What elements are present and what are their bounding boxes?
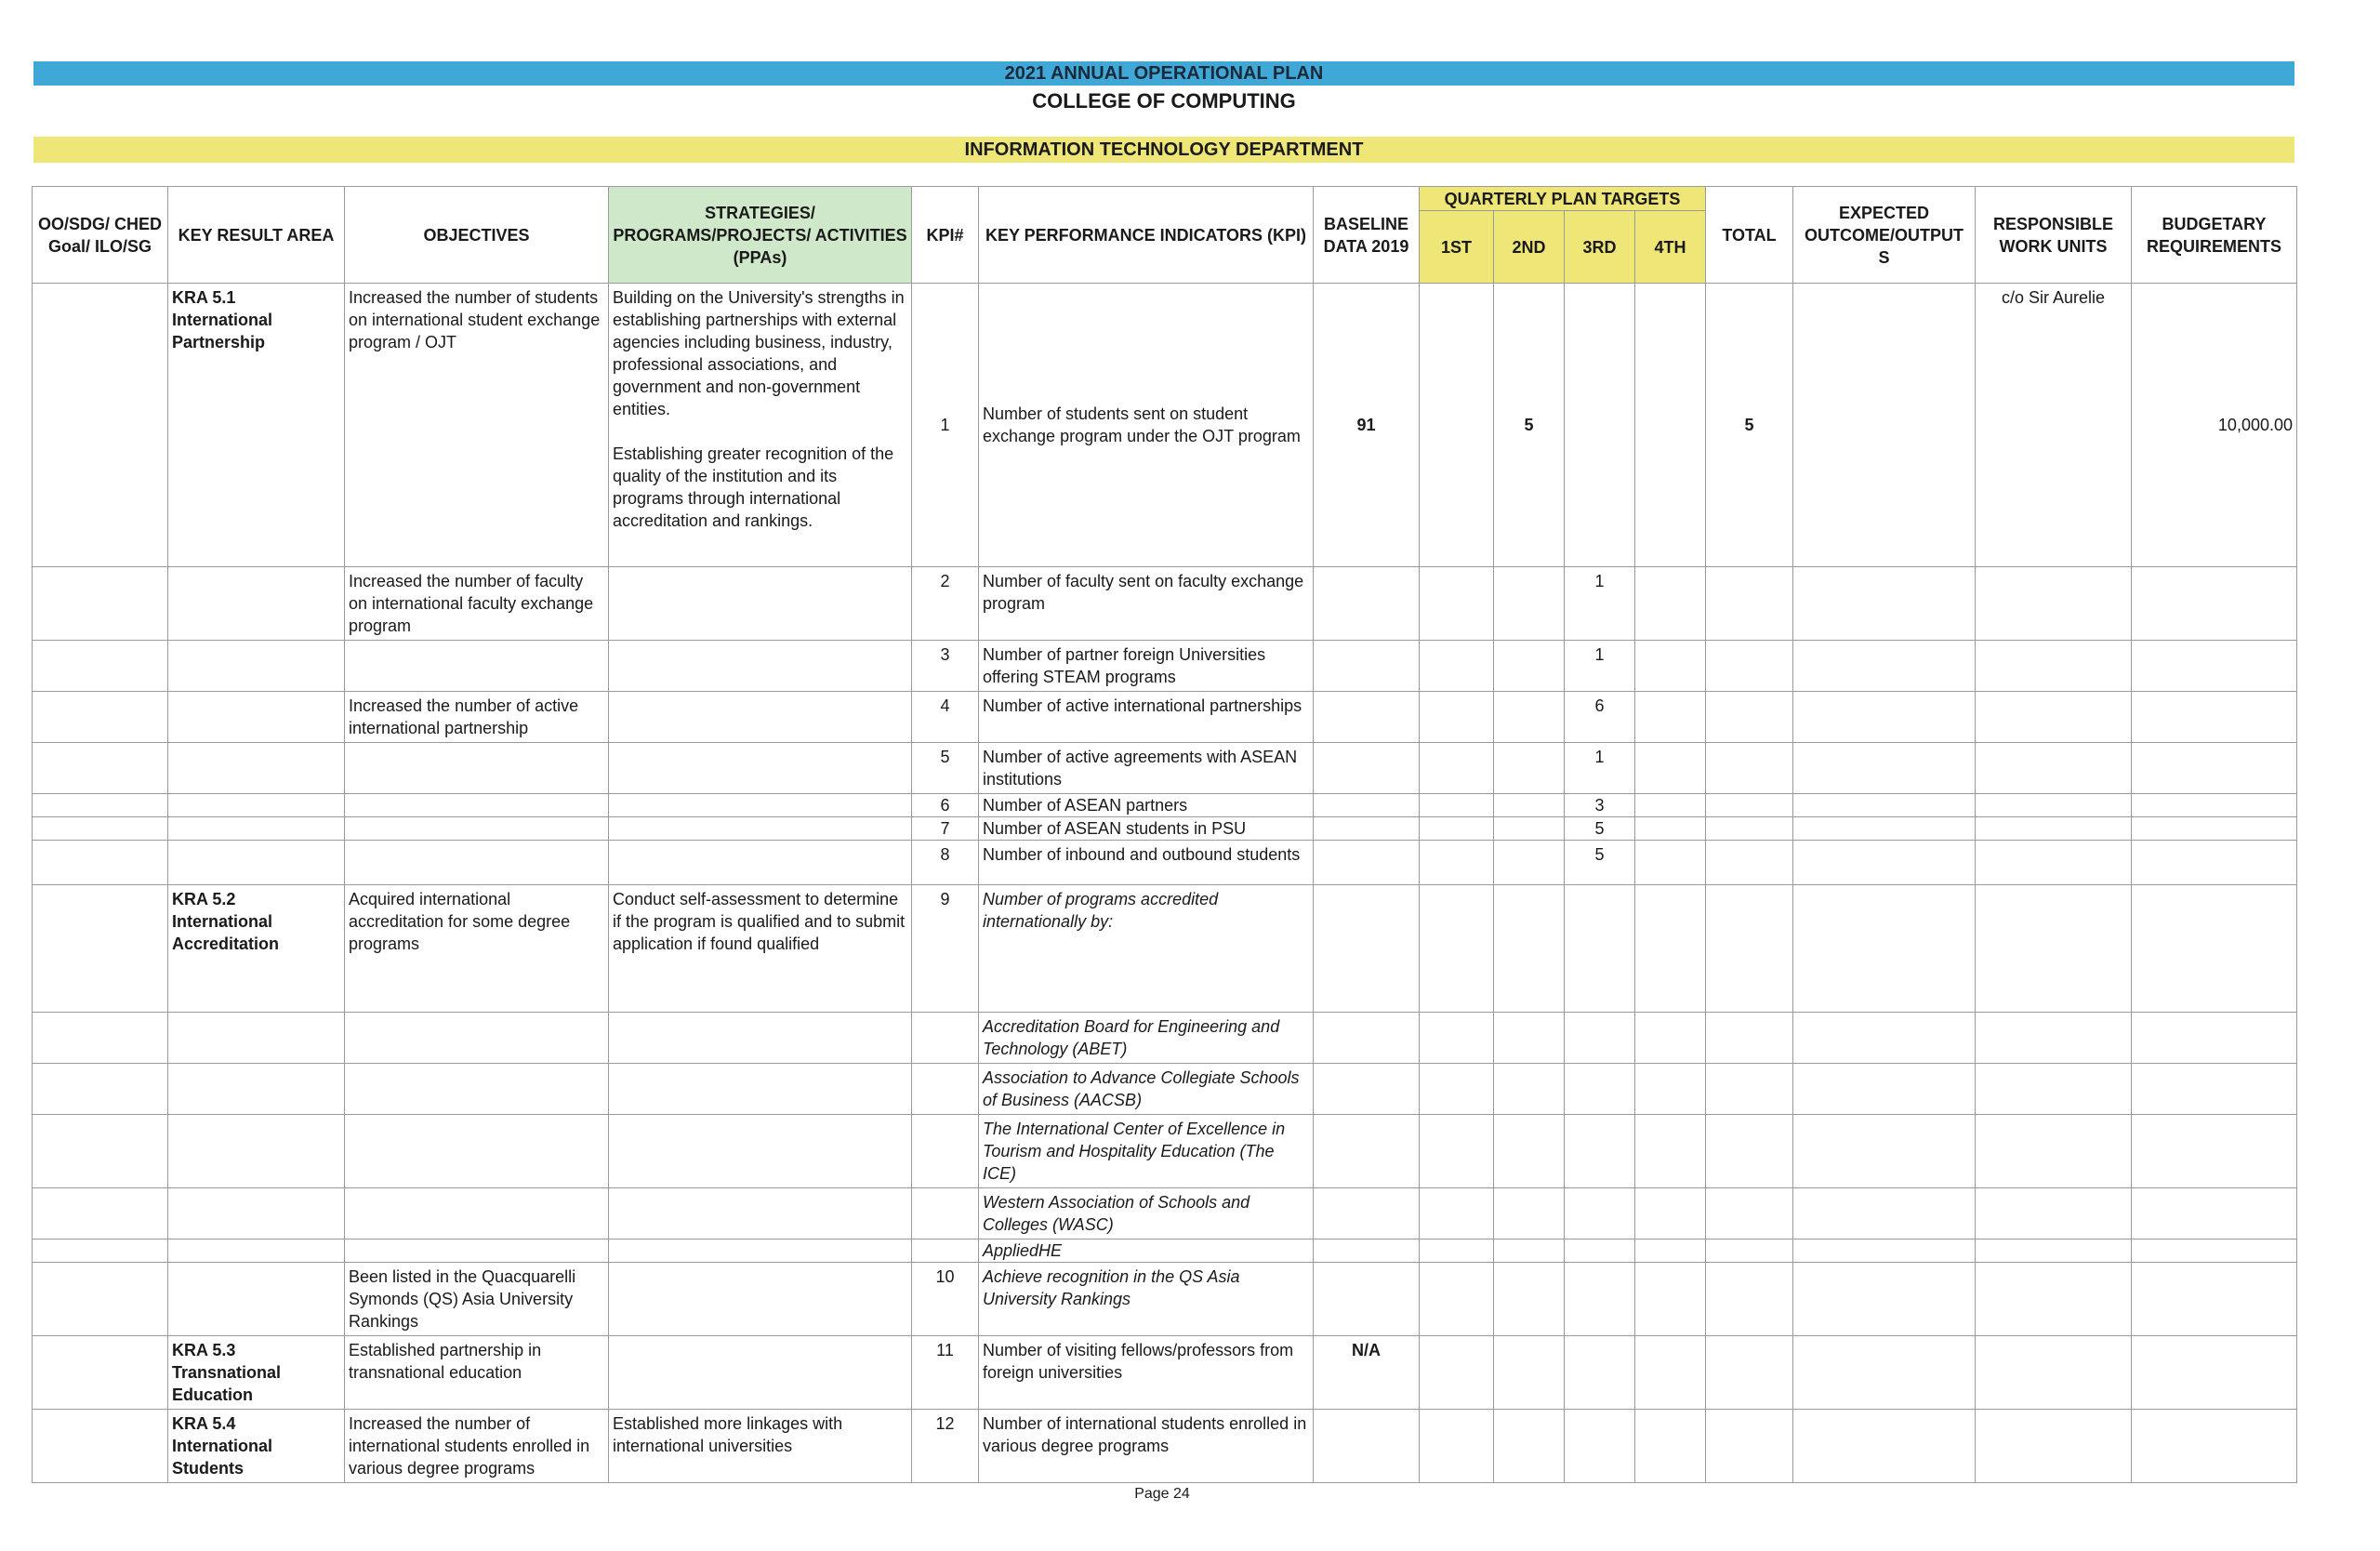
objective-cell bbox=[345, 1064, 609, 1115]
oo-cell bbox=[33, 743, 168, 794]
q1-cell bbox=[1420, 1064, 1494, 1115]
col-q1-header: 1ST bbox=[1420, 211, 1494, 284]
total-cell bbox=[1706, 1064, 1793, 1115]
kpi-cell: Association to Advance Collegiate Schools of Business (AACSB) bbox=[979, 1064, 1314, 1115]
kra-cell bbox=[168, 567, 345, 641]
ppa-cell bbox=[609, 284, 912, 567]
department-banner: INFORMATION TECHNOLOGY DEPARTMENT bbox=[33, 137, 2294, 163]
total-cell bbox=[1706, 1013, 1793, 1064]
budget-cell bbox=[2132, 1410, 2297, 1483]
q1-cell bbox=[1420, 1239, 1494, 1263]
objective-cell bbox=[345, 1115, 609, 1188]
q4-cell bbox=[1635, 1064, 1706, 1115]
expected-cell bbox=[1793, 1336, 1976, 1410]
expected-cell bbox=[1793, 1188, 1976, 1239]
responsible-cell bbox=[1976, 885, 2132, 1013]
col-objectives-header: OBJECTIVES bbox=[345, 187, 609, 284]
baseline-cell bbox=[1314, 1064, 1420, 1115]
q3-cell bbox=[1565, 1013, 1635, 1064]
kpi-number-cell: 12 bbox=[912, 1410, 979, 1483]
responsible-cell bbox=[1976, 1064, 2132, 1115]
q3-cell: 1 bbox=[1565, 567, 1635, 641]
kpi-number-cell bbox=[912, 1115, 979, 1188]
q1-cell bbox=[1420, 641, 1494, 692]
budget-cell bbox=[2132, 885, 2297, 1013]
table-row bbox=[33, 1239, 2297, 1263]
budget-cell bbox=[2132, 1064, 2297, 1115]
kra-cell bbox=[168, 1013, 345, 1064]
q4-cell bbox=[1635, 817, 1706, 841]
kpi-number-cell: 1 bbox=[912, 284, 979, 567]
kra-cell bbox=[168, 1064, 345, 1115]
table-row bbox=[33, 1013, 2297, 1064]
q1-cell bbox=[1420, 794, 1494, 817]
q1-cell bbox=[1420, 1013, 1494, 1064]
kpi-number-cell: 7 bbox=[912, 817, 979, 841]
total-cell bbox=[1706, 794, 1793, 817]
expected-cell bbox=[1793, 841, 1976, 885]
q2-cell bbox=[1494, 743, 1565, 794]
table-row bbox=[33, 794, 2297, 817]
q2-cell bbox=[1494, 841, 1565, 885]
ppa-cell bbox=[609, 1239, 912, 1263]
kpi-number-cell: 5 bbox=[912, 743, 979, 794]
q4-cell bbox=[1635, 567, 1706, 641]
table-row bbox=[33, 743, 2297, 794]
q4-cell bbox=[1635, 885, 1706, 1013]
q2-cell bbox=[1494, 1263, 1565, 1336]
responsible-cell bbox=[1976, 1263, 2132, 1336]
baseline-cell bbox=[1314, 841, 1420, 885]
q3-cell bbox=[1565, 885, 1635, 1013]
expected-cell bbox=[1793, 1410, 1976, 1483]
kra-cell bbox=[168, 1239, 345, 1263]
kpi-number-cell: 9 bbox=[912, 885, 979, 1013]
expected-cell bbox=[1793, 1263, 1976, 1336]
expected-cell bbox=[1793, 1239, 1976, 1263]
total-cell bbox=[1706, 743, 1793, 794]
kpi-cell: Number of visiting fellows/professors from foreign universities bbox=[979, 1336, 1314, 1410]
baseline-cell bbox=[1314, 885, 1420, 1013]
q4-cell bbox=[1635, 1115, 1706, 1188]
kpi-number-cell: 8 bbox=[912, 841, 979, 885]
baseline-cell bbox=[1314, 1410, 1420, 1483]
kpi-number-cell: 10 bbox=[912, 1263, 979, 1336]
ppa-text: Establishing greater recognition of the quality of the institution and its programs through international accreditation and rankings. bbox=[613, 444, 894, 530]
kpi-number-cell bbox=[912, 1064, 979, 1115]
expected-cell bbox=[1793, 1013, 1976, 1064]
col-oo-header: OO/SDG/ CHED Goal/ ILO/SG bbox=[33, 187, 168, 284]
oo-cell bbox=[33, 885, 168, 1013]
budget-cell bbox=[2132, 1263, 2297, 1336]
total-cell bbox=[1706, 1336, 1793, 1410]
q4-cell bbox=[1635, 841, 1706, 885]
total-cell bbox=[1706, 567, 1793, 641]
responsible-cell: c/o Sir Aurelie bbox=[1976, 284, 2132, 567]
table-row bbox=[33, 692, 2297, 743]
baseline-cell: N/A bbox=[1314, 1336, 1420, 1410]
kpi-cell: AppliedHE bbox=[979, 1239, 1314, 1263]
oo-cell bbox=[33, 284, 168, 567]
kpi-cell: Number of inbound and outbound students bbox=[979, 841, 1314, 885]
responsible-cell bbox=[1976, 1013, 2132, 1064]
oo-cell bbox=[33, 1115, 168, 1188]
kpi-number-cell: 2 bbox=[912, 567, 979, 641]
responsible-cell bbox=[1976, 1239, 2132, 1263]
expected-cell bbox=[1793, 692, 1976, 743]
page-number: Page 24 bbox=[1134, 1486, 1190, 1502]
budget-cell bbox=[2132, 641, 2297, 692]
kra-cell bbox=[168, 1115, 345, 1188]
objective-cell bbox=[345, 817, 609, 841]
kpi-cell: Number of international students enrolled in various degree programs bbox=[979, 1410, 1314, 1483]
ppa-cell bbox=[609, 692, 912, 743]
kpi-cell: Number of ASEAN students in PSU bbox=[979, 817, 1314, 841]
q3-cell bbox=[1565, 1410, 1635, 1483]
table-row bbox=[33, 841, 2297, 885]
q4-cell bbox=[1635, 692, 1706, 743]
q4-cell bbox=[1635, 794, 1706, 817]
ppa-cell bbox=[609, 794, 912, 817]
ppa-cell bbox=[609, 567, 912, 641]
objective-cell: Increased the number of students on international student exchange program / OJT bbox=[345, 284, 609, 567]
baseline-cell bbox=[1314, 641, 1420, 692]
ppa-cell bbox=[609, 1013, 912, 1064]
q3-cell bbox=[1565, 1263, 1635, 1336]
operational-plan-table bbox=[32, 186, 2297, 1483]
oo-cell bbox=[33, 1336, 168, 1410]
kpi-cell: Achieve recognition in the QS Asia University Rankings bbox=[979, 1263, 1314, 1336]
col-q3-header: 3RD bbox=[1565, 211, 1635, 284]
expected-cell bbox=[1793, 794, 1976, 817]
objective-cell bbox=[345, 641, 609, 692]
kpi-number-cell bbox=[912, 1239, 979, 1263]
q2-cell bbox=[1494, 1410, 1565, 1483]
table-row bbox=[33, 1336, 2297, 1410]
col-baseline-header: BASELINE DATA 2019 bbox=[1314, 187, 1420, 284]
col-q2-header: 2ND bbox=[1494, 211, 1565, 284]
q3-cell bbox=[1565, 1115, 1635, 1188]
q3-cell bbox=[1565, 1239, 1635, 1263]
budget-cell: 10,000.00 bbox=[2132, 284, 2297, 567]
plan-title-banner: 2021 ANNUAL OPERATIONAL PLAN bbox=[33, 61, 2294, 86]
kra-cell bbox=[168, 743, 345, 794]
expected-cell bbox=[1793, 641, 1976, 692]
ppa-cell bbox=[609, 743, 912, 794]
responsible-cell bbox=[1976, 743, 2132, 794]
kpi-number-cell bbox=[912, 1013, 979, 1064]
budget-cell bbox=[2132, 1336, 2297, 1410]
expected-cell bbox=[1793, 567, 1976, 641]
col-total-header: TOTAL bbox=[1706, 187, 1793, 284]
q3-cell bbox=[1565, 1188, 1635, 1239]
col-kra-header: KEY RESULT AREA bbox=[168, 187, 345, 284]
q1-cell bbox=[1420, 885, 1494, 1013]
q3-cell: 5 bbox=[1565, 817, 1635, 841]
expected-cell bbox=[1793, 1064, 1976, 1115]
baseline-cell bbox=[1314, 692, 1420, 743]
col-expected-header: EXPECTED OUTCOME/OUTPUT S bbox=[1793, 187, 1976, 284]
responsible-cell bbox=[1976, 1188, 2132, 1239]
objective-cell: Increased the number of international students enrolled in various degree programs bbox=[345, 1410, 609, 1483]
budget-cell bbox=[2132, 841, 2297, 885]
kra-cell: KRA 5.3 Transnational Education bbox=[168, 1336, 345, 1410]
q1-cell bbox=[1420, 1188, 1494, 1239]
baseline-cell: 91 bbox=[1314, 284, 1420, 567]
objective-cell bbox=[345, 1239, 609, 1263]
q2-cell bbox=[1494, 817, 1565, 841]
q2-cell bbox=[1494, 794, 1565, 817]
baseline-cell bbox=[1314, 743, 1420, 794]
kra-cell bbox=[168, 692, 345, 743]
total-cell bbox=[1706, 1410, 1793, 1483]
ppa-cell bbox=[609, 817, 912, 841]
col-kpi-header: KEY PERFORMANCE INDICATORS (KPI) bbox=[979, 187, 1314, 284]
objective-cell bbox=[345, 1013, 609, 1064]
objective-cell bbox=[345, 1188, 609, 1239]
q1-cell bbox=[1420, 1115, 1494, 1188]
col-q4-header: 4TH bbox=[1635, 211, 1706, 284]
kra-cell bbox=[168, 641, 345, 692]
baseline-cell bbox=[1314, 1115, 1420, 1188]
q1-cell bbox=[1420, 743, 1494, 794]
col-ppas-header: STRATEGIES/ PROGRAMS/PROJECTS/ ACTIVITIES (PPAs) bbox=[609, 187, 912, 284]
table-row bbox=[33, 1064, 2297, 1115]
q2-cell bbox=[1494, 1336, 1565, 1410]
oo-cell bbox=[33, 1013, 168, 1064]
total-cell bbox=[1706, 1239, 1793, 1263]
ppa-text: Building on the University's strengths in establishing partnerships with external agencies including business, industry, professional associations, and government and non-government entities. bbox=[613, 288, 905, 418]
table-row bbox=[33, 885, 2297, 1013]
q4-cell bbox=[1635, 641, 1706, 692]
responsible-cell bbox=[1976, 567, 2132, 641]
kra-cell bbox=[168, 841, 345, 885]
q2-cell bbox=[1494, 1115, 1565, 1188]
baseline-cell bbox=[1314, 1239, 1420, 1263]
objective-cell: Been listed in the Quacquarelli Symonds (QS) Asia University Rankings bbox=[345, 1263, 609, 1336]
q1-cell bbox=[1420, 841, 1494, 885]
kra-cell bbox=[168, 1263, 345, 1336]
budget-cell bbox=[2132, 1188, 2297, 1239]
kpi-cell: Western Association of Schools and Colleges (WASC) bbox=[979, 1188, 1314, 1239]
q3-cell: 6 bbox=[1565, 692, 1635, 743]
oo-cell bbox=[33, 1188, 168, 1239]
q1-cell bbox=[1420, 1336, 1494, 1410]
q1-cell bbox=[1420, 1410, 1494, 1483]
kpi-cell: Number of programs accredited internationally by: bbox=[979, 885, 1314, 1013]
table-row bbox=[33, 641, 2297, 692]
kra-cell bbox=[168, 794, 345, 817]
budget-cell bbox=[2132, 1013, 2297, 1064]
total-cell bbox=[1706, 885, 1793, 1013]
total-cell bbox=[1706, 692, 1793, 743]
table-row bbox=[33, 1410, 2297, 1483]
table-row bbox=[33, 1115, 2297, 1188]
kpi-cell: Number of active agreements with ASEAN institutions bbox=[979, 743, 1314, 794]
responsible-cell bbox=[1976, 641, 2132, 692]
baseline-cell bbox=[1314, 817, 1420, 841]
expected-cell bbox=[1793, 1115, 1976, 1188]
kpi-cell: Number of students sent on student exchange program under the OJT program bbox=[979, 284, 1314, 567]
objective-cell bbox=[345, 743, 609, 794]
q3-cell bbox=[1565, 1064, 1635, 1115]
objective-cell: Acquired international accreditation for some degree programs bbox=[345, 885, 609, 1013]
kpi-number-cell: 11 bbox=[912, 1336, 979, 1410]
objective-cell bbox=[345, 841, 609, 885]
q2-cell bbox=[1494, 1239, 1565, 1263]
q2-cell bbox=[1494, 1013, 1565, 1064]
oo-cell bbox=[33, 1064, 168, 1115]
kpi-cell: Number of active international partnerships bbox=[979, 692, 1314, 743]
kra-cell bbox=[168, 817, 345, 841]
q1-cell bbox=[1420, 692, 1494, 743]
q2-cell bbox=[1494, 641, 1565, 692]
ppa-cell bbox=[609, 1115, 912, 1188]
q1-cell bbox=[1420, 1263, 1494, 1336]
total-cell bbox=[1706, 841, 1793, 885]
q2-cell bbox=[1494, 1188, 1565, 1239]
responsible-cell bbox=[1976, 841, 2132, 885]
table-row bbox=[33, 1188, 2297, 1239]
q1-cell bbox=[1420, 567, 1494, 641]
q4-cell bbox=[1635, 1239, 1706, 1263]
col-responsible-header: RESPONSIBLE WORK UNITS bbox=[1976, 187, 2132, 284]
total-cell bbox=[1706, 641, 1793, 692]
expected-cell bbox=[1793, 284, 1976, 567]
oo-cell bbox=[33, 841, 168, 885]
total-cell bbox=[1706, 817, 1793, 841]
oo-cell bbox=[33, 1410, 168, 1483]
q4-cell bbox=[1635, 1336, 1706, 1410]
q4-cell bbox=[1635, 1263, 1706, 1336]
q3-cell: 3 bbox=[1565, 794, 1635, 817]
q3-cell: 1 bbox=[1565, 641, 1635, 692]
ppa-cell: Conduct self-assessment to determine if the program is qualified and to submit application if found qualified bbox=[609, 885, 912, 1013]
q4-cell bbox=[1635, 1410, 1706, 1483]
oo-cell bbox=[33, 1239, 168, 1263]
baseline-cell bbox=[1314, 794, 1420, 817]
kpi-cell: Number of partner foreign Universities offering STEAM programs bbox=[979, 641, 1314, 692]
total-cell bbox=[1706, 1188, 1793, 1239]
oo-cell bbox=[33, 567, 168, 641]
oo-cell bbox=[33, 692, 168, 743]
oo-cell bbox=[33, 817, 168, 841]
table-row bbox=[33, 284, 2297, 567]
kra-cell: KRA 5.2 International Accreditation bbox=[168, 885, 345, 1013]
oo-cell bbox=[33, 641, 168, 692]
table-row bbox=[33, 817, 2297, 841]
quarterly-targets-header: QUARTERLY PLAN TARGETS bbox=[1420, 187, 1706, 211]
kra-cell: KRA 5.4 International Students bbox=[168, 1410, 345, 1483]
ppa-cell bbox=[609, 1263, 912, 1336]
kpi-number-cell bbox=[912, 1188, 979, 1239]
objective-cell: Established partnership in transnational education bbox=[345, 1336, 609, 1410]
ppa-cell bbox=[609, 1064, 912, 1115]
baseline-cell bbox=[1314, 1263, 1420, 1336]
table-row bbox=[33, 1263, 2297, 1336]
responsible-cell bbox=[1976, 1336, 2132, 1410]
kpi-cell: Accreditation Board for Engineering and Technology (ABET) bbox=[979, 1013, 1314, 1064]
q2-cell bbox=[1494, 692, 1565, 743]
q3-cell: 5 bbox=[1565, 841, 1635, 885]
expected-cell bbox=[1793, 885, 1976, 1013]
baseline-cell bbox=[1314, 567, 1420, 641]
ppa-cell bbox=[609, 1188, 912, 1239]
ppa-cell bbox=[609, 841, 912, 885]
responsible-cell bbox=[1976, 1410, 2132, 1483]
expected-cell bbox=[1793, 817, 1976, 841]
responsible-cell bbox=[1976, 794, 2132, 817]
q1-cell bbox=[1420, 817, 1494, 841]
total-cell: 5 bbox=[1706, 284, 1793, 567]
budget-cell bbox=[2132, 567, 2297, 641]
responsible-cell bbox=[1976, 1115, 2132, 1188]
q3-cell bbox=[1565, 284, 1635, 567]
budget-cell bbox=[2132, 794, 2297, 817]
col-budget-header: BUDGETARY REQUIREMENTS bbox=[2132, 187, 2297, 284]
total-cell bbox=[1706, 1263, 1793, 1336]
kra-cell: KRA 5.1 International Partnership bbox=[168, 284, 345, 567]
objective-cell: Increased the number of active international partnership bbox=[345, 692, 609, 743]
budget-cell bbox=[2132, 692, 2297, 743]
college-title: COLLEGE OF COMPUTING bbox=[1032, 89, 1296, 113]
baseline-cell bbox=[1314, 1013, 1420, 1064]
budget-cell bbox=[2132, 817, 2297, 841]
objective-cell: Increased the number of faculty on international faculty exchange program bbox=[345, 567, 609, 641]
q4-cell bbox=[1635, 1013, 1706, 1064]
q2-cell bbox=[1494, 1064, 1565, 1115]
kra-cell bbox=[168, 1188, 345, 1239]
kpi-cell: Number of faculty sent on faculty exchange program bbox=[979, 567, 1314, 641]
q2-cell bbox=[1494, 567, 1565, 641]
col-kpi-number-header: KPI# bbox=[912, 187, 979, 284]
objective-cell bbox=[345, 794, 609, 817]
kpi-cell: The International Center of Excellence in Tourism and Hospitality Education (The ICE) bbox=[979, 1115, 1314, 1188]
q2-cell bbox=[1494, 885, 1565, 1013]
responsible-cell bbox=[1976, 817, 2132, 841]
responsible-cell bbox=[1976, 692, 2132, 743]
budget-cell bbox=[2132, 1239, 2297, 1263]
total-cell bbox=[1706, 1115, 1793, 1188]
ppa-cell bbox=[609, 1336, 912, 1410]
q4-cell bbox=[1635, 284, 1706, 567]
baseline-cell bbox=[1314, 1188, 1420, 1239]
budget-cell bbox=[2132, 743, 2297, 794]
q3-cell: 1 bbox=[1565, 743, 1635, 794]
kpi-number-cell: 6 bbox=[912, 794, 979, 817]
q1-cell bbox=[1420, 284, 1494, 567]
table-row bbox=[33, 567, 2297, 641]
kpi-number-cell: 3 bbox=[912, 641, 979, 692]
expected-cell bbox=[1793, 743, 1976, 794]
q2-cell: 5 bbox=[1494, 284, 1565, 567]
ppa-cell bbox=[609, 641, 912, 692]
q3-cell bbox=[1565, 1336, 1635, 1410]
q4-cell bbox=[1635, 1188, 1706, 1239]
oo-cell bbox=[33, 1263, 168, 1336]
kpi-cell: Number of ASEAN partners bbox=[979, 794, 1314, 817]
oo-cell bbox=[33, 794, 168, 817]
budget-cell bbox=[2132, 1115, 2297, 1188]
kpi-number-cell: 4 bbox=[912, 692, 979, 743]
ppa-cell: Established more linkages with international universities bbox=[609, 1410, 912, 1483]
q4-cell bbox=[1635, 743, 1706, 794]
